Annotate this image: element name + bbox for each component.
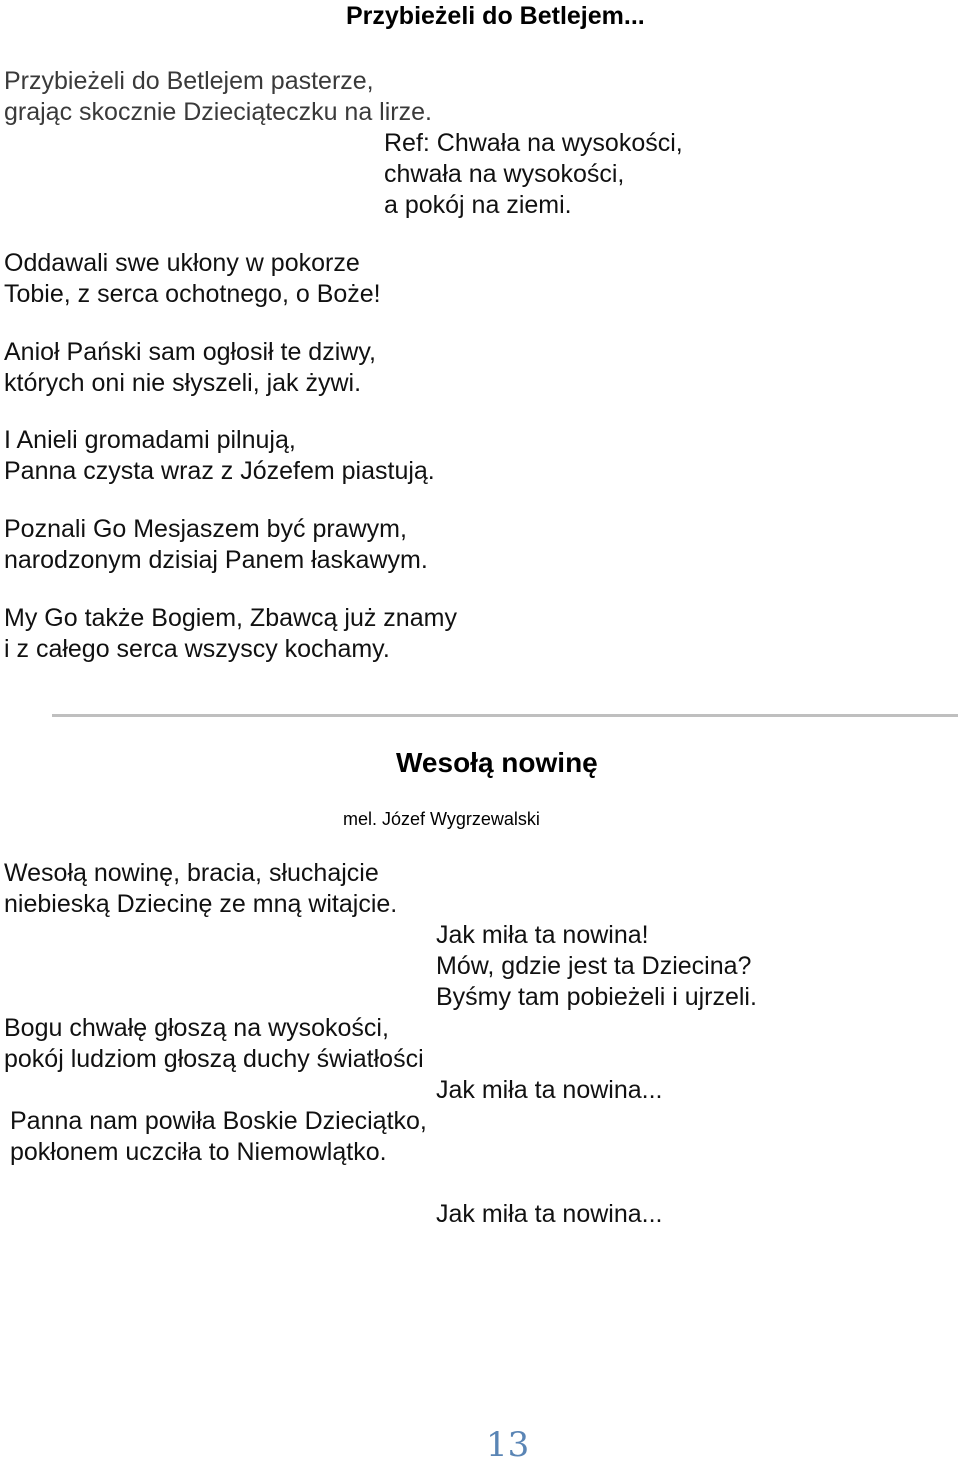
verse-line: pokłonem uczciła to Niemowlątko. [10,1138,387,1166]
verse-line: Tobie, z serca ochotnego, o Boże! [4,280,381,308]
verse-line: pokój ludziom głoszą duchy światłości [4,1045,424,1073]
verse-line: Przybieżeli do Betlejem pasterze, [4,67,374,95]
melody-credit: mel. Józef Wygrzewalski [343,809,540,829]
stanza [4,425,435,487]
verse-line: Poznali Go Mesjaszem być prawym, [4,515,407,543]
refrain [436,920,757,1013]
verse-line: My Go także Bogiem, Zbawcą już znamy [4,604,457,632]
refrain-line: Mów, gdzie jest ta Dziecina? [436,952,752,980]
page-number: 13 [486,1425,530,1465]
verse-line: Anioł Pański sam ogłosił te dziwy, [4,338,376,366]
verse-line: Bogu chwałę głoszą na wysokości, [4,1014,389,1042]
refrain-line: Ref: Chwała na wysokości, [384,129,683,157]
verse-line: Panna czysta wraz z Józefem piastują. [4,457,435,485]
song-title: Przybieżeli do Betlejem... [346,2,645,30]
refrain-line: a pokój na ziemi. [384,191,572,219]
verse-line: których oni nie słyszeli, jak żywi. [4,369,362,397]
refrain-line: Byśmy tam pobieżeli i ujrzeli. [436,983,757,1011]
verse-line: i z całego serca wszyscy kochamy. [4,635,390,663]
verse-line: niebieską Dziecinę ze mną witajcie. [4,890,398,918]
stanza [4,337,376,399]
verse-line: narodzonym dzisiaj Panem łaskawym. [4,546,428,574]
refrain-line: Jak miła ta nowina! [436,921,649,949]
stanza [4,1013,424,1075]
verse-line: Oddawali swe ukłony w pokorze [4,249,360,277]
verse-line: grając skocznie Dzieciąteczku na lirze. [4,98,432,126]
stanza [4,514,428,576]
stanza [4,66,432,128]
stanza [10,1106,427,1168]
refrain-repeat: Jak miła ta nowina... [436,1076,663,1104]
stanza [4,603,457,665]
stanza [4,248,381,310]
refrain [384,128,683,221]
verse-line: I Anieli gromadami pilnują, [4,426,296,454]
verse-line: Wesołą nowinę, bracia, słuchajcie [4,859,379,887]
song-title: Wesołą nowinę [396,747,598,778]
verse-line: Panna nam powiła Boskie Dzieciątko, [10,1107,427,1135]
stanza [4,858,397,920]
section-divider [52,714,958,717]
refrain-repeat: Jak miła ta nowina... [436,1200,663,1228]
refrain-line: chwała na wysokości, [384,160,625,188]
